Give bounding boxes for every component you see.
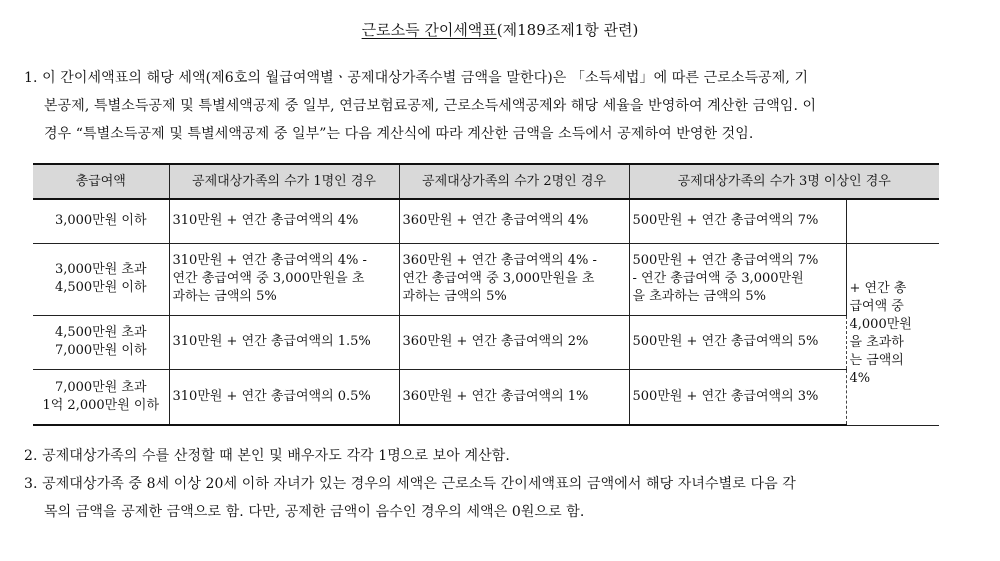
salary-range-cell: 3,000만원 이하 xyxy=(33,199,169,243)
table-row xyxy=(33,199,939,243)
empty-cell xyxy=(846,199,939,243)
three-plus-dependents-cell: 500만원 + 연간 총급여액의 7% xyxy=(629,199,846,243)
table-row xyxy=(33,369,939,425)
two-dependents-cell: 360만원 + 연간 총급여액의 4% - 연간 총급여액 중 3,000만원을 초 과하는 금액의 5% xyxy=(399,243,629,315)
table-row xyxy=(33,315,939,369)
note-1-line-3: 경우 “특별소득공제 및 특별세액공제 중 일부”는 다음 계산식에 따라 계산한 금액을 소득에서 공제하여 반영한 것임. xyxy=(44,126,754,142)
additional-deduction-cell: + 연간 총 급여액 중 4,000만원 을 초과하 는 금액의 4% xyxy=(846,243,939,425)
two-dependents-cell: 360만원 + 연간 총급여액의 1% xyxy=(399,369,629,425)
one-dependent-cell: 310만원 + 연간 총급여액의 0.5% xyxy=(169,369,399,425)
note-1 xyxy=(24,64,954,148)
three-plus-dependents-cell: 500만원 + 연간 총급여액의 5% xyxy=(629,315,846,369)
note-1-line-1: 1. 이 간이세액표의 해당 세액(제6호의 월급여액별ㆍ공제대상가족수별 금액을 말한다)은 「소득세법」에 따른 근로소득공제, 기 xyxy=(24,70,809,86)
one-dependent-cell: 310만원 + 연간 총급여액의 4% xyxy=(169,199,399,243)
note-2 xyxy=(24,442,954,470)
table-header-row xyxy=(33,164,939,199)
header-total-salary: 총급여액 xyxy=(33,164,169,199)
two-dependents-cell: 360만원 + 연간 총급여액의 2% xyxy=(399,315,629,369)
salary-range-cell: 3,000만원 초과 4,500만원 이하 xyxy=(33,243,169,315)
note-3 xyxy=(24,470,954,526)
one-dependent-cell: 310만원 + 연간 총급여액의 1.5% xyxy=(169,315,399,369)
note-2-line: 2. 공제대상가족의 수를 산정할 때 본인 및 배우자도 각각 1명으로 보아 계산함. xyxy=(24,448,510,464)
document-title-suffix: (제189조제1항 관련) xyxy=(496,21,639,39)
note-3-line-1: 3. 공제대상가족 중 8세 이상 20세 이하 자녀가 있는 경우의 세액은 근로소득 간이세액표의 금액에서 해당 자녀수별로 다음 각 xyxy=(24,476,796,492)
document-title-main: 근로소득 간이세액표 xyxy=(361,21,497,39)
three-plus-dependents-cell: 500만원 + 연간 총급여액의 3% xyxy=(629,369,846,425)
salary-range-cell: 4,500만원 초과 7,000만원 이하 xyxy=(33,315,169,369)
salary-range-cell: 7,000만원 초과 1억 2,000만원 이하 xyxy=(33,369,169,425)
header-two-dependents: 공제대상가족의 수가 2명인 경우 xyxy=(399,164,629,199)
deduction-table xyxy=(33,163,939,426)
two-dependents-cell: 360만원 + 연간 총급여액의 4% xyxy=(399,199,629,243)
table-row xyxy=(33,243,939,315)
header-one-dependent: 공제대상가족의 수가 1명인 경우 xyxy=(169,164,399,199)
three-plus-dependents-cell: 500만원 + 연간 총급여액의 7% - 연간 총급여액 중 3,000만원 을 초과하는 금액의 5% xyxy=(629,243,846,315)
note-1-line-2: 본공제, 특별소득공제 및 특별세액공제 중 일부, 연금보험료공제, 근로소득세액공제와 해당 세율을 반영하여 계산한 금액임. 이 xyxy=(44,98,817,114)
header-three-plus-dependents: 공제대상가족의 수가 3명 이상인 경우 xyxy=(629,164,939,199)
one-dependent-cell: 310만원 + 연간 총급여액의 4% - 연간 총급여액 중 3,000만원을 초 과하는 금액의 5% xyxy=(169,243,399,315)
note-3-line-2: 목의 금액을 공제한 금액으로 함. 다만, 공제한 금액이 음수인 경우의 세액은 0원으로 함. xyxy=(44,504,585,520)
document-title xyxy=(0,20,1000,40)
